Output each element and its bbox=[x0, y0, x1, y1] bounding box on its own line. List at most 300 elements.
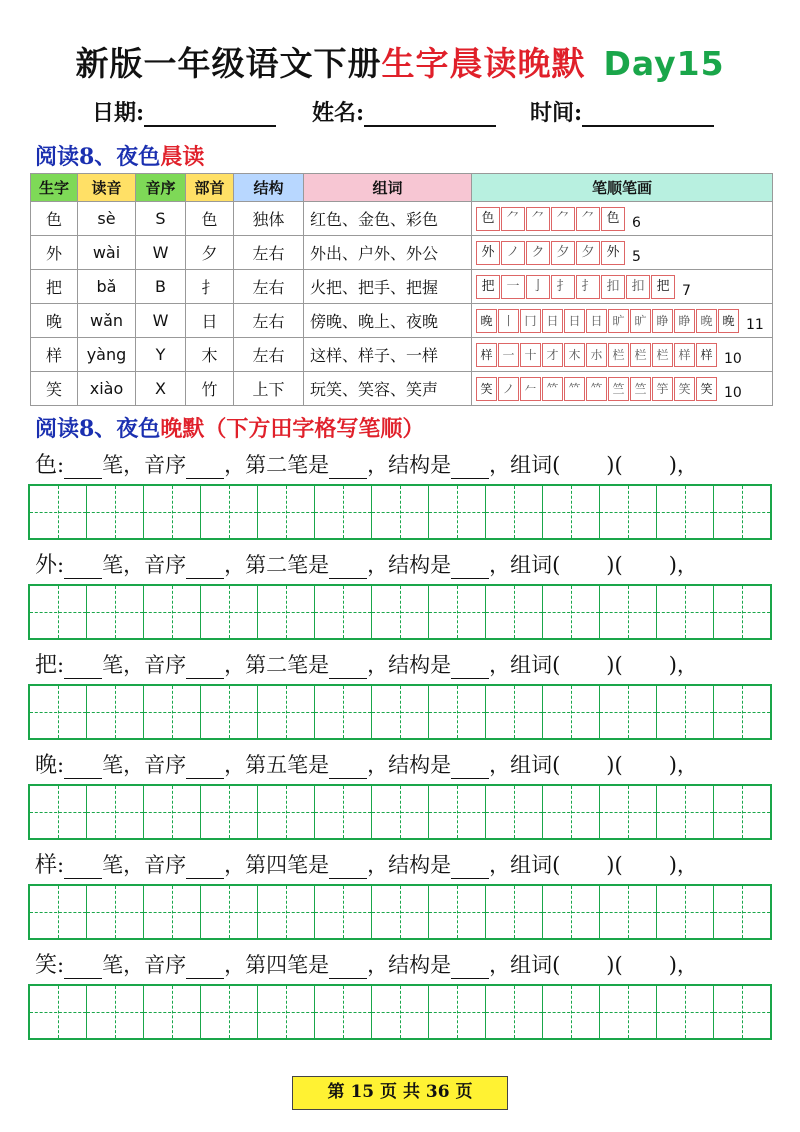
question-label-end: )， bbox=[668, 753, 698, 777]
question-line bbox=[35, 848, 698, 879]
evening-title-lesson: 阅读8、夜色 bbox=[35, 416, 161, 442]
answer-blank[interactable] bbox=[186, 557, 224, 579]
question-label-end: )， bbox=[668, 953, 698, 977]
tianzige-grid[interactable] bbox=[28, 984, 772, 1040]
question-colon: : bbox=[57, 953, 65, 977]
tianzige-cell[interactable] bbox=[657, 686, 714, 738]
tianzige-cell[interactable] bbox=[315, 586, 372, 638]
tianzige-cell[interactable] bbox=[258, 986, 315, 1038]
answer-blank[interactable] bbox=[451, 957, 489, 979]
tianzige-cell[interactable] bbox=[144, 486, 201, 538]
tianzige-cell[interactable] bbox=[543, 686, 600, 738]
words-cell: 红色、金色、彩色 bbox=[304, 202, 472, 236]
tianzige-cell[interactable] bbox=[543, 586, 600, 638]
tianzige-cell[interactable] bbox=[201, 686, 258, 738]
question-label-strokes: 笔，音序 bbox=[102, 553, 187, 577]
stroke-step-box: ⺈ bbox=[501, 207, 525, 231]
tianzige-cell[interactable] bbox=[258, 786, 315, 838]
stroke-step-box: 栏 bbox=[652, 343, 673, 367]
tianzige-cell[interactable] bbox=[714, 686, 770, 738]
tianzige-cell[interactable] bbox=[429, 986, 486, 1038]
tianzige-cell[interactable] bbox=[600, 786, 657, 838]
stroke-step-box: 木 bbox=[564, 343, 585, 367]
tianzige-grid[interactable] bbox=[28, 484, 772, 540]
stroke-step-box: 夕 bbox=[576, 241, 600, 265]
question-line bbox=[35, 948, 698, 979]
question-char: 笑 bbox=[35, 953, 58, 978]
question-nth: 二 bbox=[266, 453, 288, 477]
stroke-count: 10 bbox=[724, 350, 742, 367]
question-nth: 四 bbox=[266, 953, 288, 977]
date-blank[interactable] bbox=[144, 101, 276, 127]
stroke-step-box: 扌 bbox=[551, 275, 575, 299]
stroke-step-box: 竽 bbox=[652, 377, 673, 401]
tianzige-cell[interactable] bbox=[657, 986, 714, 1038]
answer-blank[interactable] bbox=[186, 757, 224, 779]
stroke-order-cell bbox=[472, 270, 773, 304]
answer-blank[interactable] bbox=[186, 957, 224, 979]
question-label-strokes: 笔，音序 bbox=[102, 853, 187, 877]
answer-blank[interactable] bbox=[329, 457, 367, 479]
answer-blank[interactable] bbox=[64, 857, 102, 879]
question-label-words: ，组词( bbox=[489, 653, 561, 677]
tianzige-cell[interactable] bbox=[600, 686, 657, 738]
question-label-structure: ，结构是 bbox=[367, 553, 452, 577]
question-label-nth-suffix: 笔是 bbox=[287, 753, 330, 777]
tianzige-cell[interactable] bbox=[486, 786, 543, 838]
tianzige-cell[interactable] bbox=[486, 886, 543, 938]
tianzige-grid[interactable] bbox=[28, 684, 772, 740]
stroke-step-box: 𥫗 bbox=[542, 377, 563, 401]
question-char: 晚 bbox=[35, 753, 58, 778]
character-table bbox=[30, 173, 773, 406]
tianzige-cell[interactable] bbox=[600, 886, 657, 938]
question-label-nth-suffix: 笔是 bbox=[287, 553, 330, 577]
question-label-nth-suffix: 笔是 bbox=[287, 853, 330, 877]
tianzige-cell[interactable] bbox=[144, 686, 201, 738]
time-blank[interactable] bbox=[582, 101, 714, 127]
tianzige-cell[interactable] bbox=[201, 486, 258, 538]
structure-cell: 左右 bbox=[234, 270, 304, 304]
radical-cell: 木 bbox=[186, 338, 234, 372]
answer-blank[interactable] bbox=[64, 757, 102, 779]
structure-cell: 上下 bbox=[234, 372, 304, 406]
char-cell: 样 bbox=[31, 338, 78, 372]
tianzige-cell[interactable] bbox=[657, 586, 714, 638]
question-label-words: ，组词( bbox=[489, 553, 561, 577]
stroke-step-box: 𥫗 bbox=[586, 377, 607, 401]
tianzige-cell[interactable] bbox=[429, 786, 486, 838]
question-label-strokes: 笔，音序 bbox=[102, 953, 187, 977]
question-label-nth-suffix: 笔是 bbox=[287, 953, 330, 977]
pinyin-cell: wài bbox=[78, 236, 136, 270]
answer-blank[interactable] bbox=[329, 557, 367, 579]
question-char: 把 bbox=[35, 653, 58, 678]
stroke-order-cell bbox=[472, 202, 773, 236]
stroke-step-box: ノ bbox=[501, 241, 525, 265]
table-header-row bbox=[31, 174, 773, 202]
tianzige-cell[interactable] bbox=[87, 986, 144, 1038]
tianzige-cell[interactable] bbox=[372, 686, 429, 738]
question-nth: 五 bbox=[266, 753, 288, 777]
question-label-structure: ，结构是 bbox=[367, 653, 452, 677]
stroke-step-box: 𥫗 bbox=[564, 377, 585, 401]
tianzige-cell[interactable] bbox=[714, 886, 770, 938]
tianzige-cell[interactable] bbox=[201, 786, 258, 838]
stroke-step-box: 旷 bbox=[630, 309, 651, 333]
answer-blank[interactable] bbox=[329, 857, 367, 879]
question-char: 色 bbox=[35, 453, 58, 478]
stroke-step-box: ⺈ bbox=[576, 207, 600, 231]
tianzige-cell[interactable] bbox=[429, 686, 486, 738]
evening-title-tag: 晚默（下方田字格写笔顺） bbox=[160, 416, 425, 442]
tianzige-cell[interactable] bbox=[258, 486, 315, 538]
table-header-cell: 部首 bbox=[186, 174, 234, 202]
question-label-mid: )( bbox=[606, 853, 623, 877]
question-label-strokes: 笔，音序 bbox=[102, 753, 187, 777]
table-row bbox=[31, 372, 773, 406]
answer-blank[interactable] bbox=[186, 857, 224, 879]
table-row bbox=[31, 304, 773, 338]
tianzige-cell[interactable] bbox=[144, 586, 201, 638]
stroke-step-box: 丨 bbox=[498, 309, 519, 333]
letter-cell: S bbox=[136, 202, 186, 236]
tianzige-cell[interactable] bbox=[201, 886, 258, 938]
tianzige-cell[interactable] bbox=[30, 786, 87, 838]
radical-cell: 扌 bbox=[186, 270, 234, 304]
tianzige-cell[interactable] bbox=[714, 986, 770, 1038]
table-body bbox=[31, 202, 773, 406]
table-header-cell: 笔顺笔画 bbox=[472, 174, 773, 202]
stroke-step-box: ノ bbox=[498, 377, 519, 401]
morning-section-title bbox=[35, 140, 204, 171]
answer-blank[interactable] bbox=[329, 957, 367, 979]
name-label: 姓名: bbox=[312, 100, 365, 126]
question-label-structure: ，结构是 bbox=[367, 453, 452, 477]
question-colon: : bbox=[57, 653, 65, 677]
stroke-order-cell bbox=[472, 304, 773, 338]
question-label-structure: ，结构是 bbox=[367, 953, 452, 977]
char-cell: 色 bbox=[31, 202, 78, 236]
stroke-step-box: 外 bbox=[601, 241, 625, 265]
answer-blank[interactable] bbox=[64, 657, 102, 679]
table-row bbox=[31, 270, 773, 304]
tianzige-cell[interactable] bbox=[87, 686, 144, 738]
question-label-words: ，组词( bbox=[489, 853, 561, 877]
question-label-mid: )( bbox=[606, 953, 623, 977]
question-nth: 二 bbox=[266, 653, 288, 677]
answer-blank[interactable] bbox=[64, 557, 102, 579]
page-footer: 第 15 页 共 36 页 bbox=[292, 1076, 508, 1110]
question-label-nth-prefix: ，第 bbox=[224, 453, 267, 477]
tianzige-cell[interactable] bbox=[201, 586, 258, 638]
stroke-step-box: 色 bbox=[476, 207, 500, 231]
tianzige-cell[interactable] bbox=[714, 786, 770, 838]
stroke-count: 5 bbox=[632, 248, 641, 265]
structure-cell: 左右 bbox=[234, 236, 304, 270]
tianzige-cell[interactable] bbox=[486, 486, 543, 538]
stroke-step-box: 扌 bbox=[576, 275, 600, 299]
stroke-step-box: 色 bbox=[601, 207, 625, 231]
stroke-step-box: 亅 bbox=[526, 275, 550, 299]
stroke-step-box: 夕 bbox=[551, 241, 575, 265]
date-field[interactable] bbox=[92, 96, 276, 127]
tianzige-cell[interactable] bbox=[87, 886, 144, 938]
table-header-cell: 读音 bbox=[78, 174, 136, 202]
letter-cell: Y bbox=[136, 338, 186, 372]
tianzige-cell[interactable] bbox=[258, 886, 315, 938]
tianzige-cell[interactable] bbox=[543, 886, 600, 938]
stroke-count: 7 bbox=[682, 282, 691, 299]
answer-blank[interactable] bbox=[64, 457, 102, 479]
stroke-step-box: 晚 bbox=[718, 309, 739, 333]
name-blank[interactable] bbox=[364, 101, 496, 127]
tianzige-cell[interactable] bbox=[315, 786, 372, 838]
title-main: 新版一年级语文下册 bbox=[75, 44, 382, 83]
question-label-nth-suffix: 笔是 bbox=[287, 653, 330, 677]
question-line bbox=[35, 548, 698, 579]
answer-blank[interactable] bbox=[451, 457, 489, 479]
question-label-end: )， bbox=[668, 553, 698, 577]
radical-cell: 日 bbox=[186, 304, 234, 338]
answer-blank[interactable] bbox=[329, 657, 367, 679]
question-line bbox=[35, 648, 698, 679]
tianzige-cell[interactable] bbox=[657, 786, 714, 838]
stroke-step-box: 竺 bbox=[630, 377, 651, 401]
tianzige-cell[interactable] bbox=[30, 586, 87, 638]
question-line bbox=[35, 748, 698, 779]
tianzige-cell[interactable] bbox=[144, 986, 201, 1038]
stroke-step-box: 栏 bbox=[608, 343, 629, 367]
stroke-order-cell bbox=[472, 372, 773, 406]
stroke-step-box: 日 bbox=[564, 309, 585, 333]
stroke-count: 6 bbox=[632, 214, 641, 231]
table-header-cell: 结构 bbox=[234, 174, 304, 202]
tianzige-cell[interactable] bbox=[30, 886, 87, 938]
stroke-step-box: 𠂉 bbox=[520, 377, 541, 401]
tianzige-cell[interactable] bbox=[315, 986, 372, 1038]
tianzige-cell[interactable] bbox=[315, 486, 372, 538]
table-row bbox=[31, 236, 773, 270]
pinyin-cell: bǎ bbox=[78, 270, 136, 304]
answer-blank[interactable] bbox=[329, 757, 367, 779]
pinyin-cell: xiào bbox=[78, 372, 136, 406]
date-label: 日期: bbox=[92, 100, 145, 126]
stroke-step-box: 笑 bbox=[696, 377, 717, 401]
stroke-step-box: 样 bbox=[696, 343, 717, 367]
tianzige-cell[interactable] bbox=[429, 886, 486, 938]
tianzige-grid[interactable] bbox=[28, 584, 772, 640]
stroke-step-box: 把 bbox=[476, 275, 500, 299]
tianzige-cell[interactable] bbox=[600, 986, 657, 1038]
tianzige-cell[interactable] bbox=[657, 486, 714, 538]
question-label-structure: ，结构是 bbox=[367, 753, 452, 777]
stroke-step-box: 睁 bbox=[674, 309, 695, 333]
question-label-strokes: 笔，音序 bbox=[102, 653, 187, 677]
question-line bbox=[35, 448, 698, 479]
question-label-nth-prefix: ，第 bbox=[224, 553, 267, 577]
question-label-end: )， bbox=[668, 453, 698, 477]
tianzige-cell[interactable] bbox=[144, 786, 201, 838]
question-label-nth-prefix: ，第 bbox=[224, 853, 267, 877]
tianzige-cell[interactable] bbox=[372, 786, 429, 838]
question-label-words: ，组词( bbox=[489, 753, 561, 777]
tianzige-cell[interactable] bbox=[486, 586, 543, 638]
tianzige-cell[interactable] bbox=[714, 486, 770, 538]
tianzige-cell[interactable] bbox=[30, 686, 87, 738]
question-label-nth-prefix: ，第 bbox=[224, 953, 267, 977]
tianzige-cell[interactable] bbox=[258, 586, 315, 638]
question-colon: : bbox=[57, 853, 65, 877]
tianzige-cell[interactable] bbox=[429, 586, 486, 638]
char-cell: 外 bbox=[31, 236, 78, 270]
stroke-step-box: 朩 bbox=[586, 343, 607, 367]
tianzige-cell[interactable] bbox=[87, 586, 144, 638]
tianzige-cell[interactable] bbox=[486, 986, 543, 1038]
tianzige-cell[interactable] bbox=[201, 986, 258, 1038]
answer-blank[interactable] bbox=[451, 757, 489, 779]
letter-cell: X bbox=[136, 372, 186, 406]
tianzige-cell[interactable] bbox=[429, 486, 486, 538]
structure-cell: 左右 bbox=[234, 338, 304, 372]
letter-cell: W bbox=[136, 236, 186, 270]
table-header-cell: 组词 bbox=[304, 174, 472, 202]
pinyin-cell: yàng bbox=[78, 338, 136, 372]
pinyin-cell: sè bbox=[78, 202, 136, 236]
stroke-count: 11 bbox=[746, 316, 764, 333]
question-label-words: ，组词( bbox=[489, 453, 561, 477]
table-row bbox=[31, 202, 773, 236]
stroke-step-box: 一 bbox=[501, 275, 525, 299]
question-label-strokes: 笔，音序 bbox=[102, 453, 187, 477]
stroke-step-box: 才 bbox=[542, 343, 563, 367]
question-label-mid: )( bbox=[606, 753, 623, 777]
info-row bbox=[0, 96, 800, 132]
stroke-step-box: 晚 bbox=[476, 309, 497, 333]
words-cell: 这样、样子、一样 bbox=[304, 338, 472, 372]
stroke-step-box: ⺈ bbox=[526, 207, 550, 231]
time-label: 时间: bbox=[530, 100, 583, 126]
answer-blank[interactable] bbox=[451, 857, 489, 879]
question-colon: : bbox=[57, 453, 65, 477]
words-cell: 玩笑、笑容、笑声 bbox=[304, 372, 472, 406]
answer-blank[interactable] bbox=[451, 657, 489, 679]
tianzige-cell[interactable] bbox=[30, 986, 87, 1038]
tianzige-cell[interactable] bbox=[315, 686, 372, 738]
question-char: 外 bbox=[35, 553, 58, 578]
tianzige-cell[interactable] bbox=[372, 886, 429, 938]
question-label-structure: ，结构是 bbox=[367, 853, 452, 877]
table-header-cell: 音序 bbox=[136, 174, 186, 202]
words-cell: 外出、户外、外公 bbox=[304, 236, 472, 270]
table-header-cell: 生字 bbox=[31, 174, 78, 202]
evening-section-title bbox=[35, 412, 424, 443]
stroke-count: 10 bbox=[724, 384, 742, 401]
radical-cell: 夕 bbox=[186, 236, 234, 270]
structure-cell: 独体 bbox=[234, 202, 304, 236]
structure-cell: 左右 bbox=[234, 304, 304, 338]
question-char: 样 bbox=[35, 853, 58, 878]
question-label-end: )， bbox=[668, 653, 698, 677]
stroke-step-box: 旷 bbox=[608, 309, 629, 333]
radical-cell: 竹 bbox=[186, 372, 234, 406]
question-nth: 四 bbox=[266, 853, 288, 877]
title-day: Day15 bbox=[603, 44, 725, 83]
stroke-step-box: 笑 bbox=[674, 377, 695, 401]
tianzige-cell[interactable] bbox=[372, 986, 429, 1038]
tianzige-cell[interactable] bbox=[543, 986, 600, 1038]
tianzige-cell[interactable] bbox=[600, 586, 657, 638]
stroke-step-box: 冂 bbox=[520, 309, 541, 333]
stroke-step-box: 竺 bbox=[608, 377, 629, 401]
question-nth: 二 bbox=[266, 553, 288, 577]
tianzige-cell[interactable] bbox=[87, 786, 144, 838]
answer-blank[interactable] bbox=[451, 557, 489, 579]
question-label-end: )， bbox=[668, 853, 698, 877]
tianzige-cell[interactable] bbox=[543, 786, 600, 838]
tianzige-cell[interactable] bbox=[315, 886, 372, 938]
letter-cell: W bbox=[136, 304, 186, 338]
stroke-step-box: 睁 bbox=[652, 309, 673, 333]
answer-blank[interactable] bbox=[186, 457, 224, 479]
char-cell: 笑 bbox=[31, 372, 78, 406]
tianzige-cell[interactable] bbox=[87, 486, 144, 538]
tianzige-cell[interactable] bbox=[543, 486, 600, 538]
name-field[interactable] bbox=[312, 96, 496, 127]
question-label-mid: )( bbox=[606, 553, 623, 577]
stroke-step-box: ク bbox=[526, 241, 550, 265]
question-colon: : bbox=[57, 753, 65, 777]
stroke-step-box: 外 bbox=[476, 241, 500, 265]
tianzige-cell[interactable] bbox=[714, 586, 770, 638]
question-label-mid: )( bbox=[606, 453, 623, 477]
question-label-nth-prefix: ，第 bbox=[224, 653, 267, 677]
tianzige-cell[interactable] bbox=[657, 886, 714, 938]
letter-cell: B bbox=[136, 270, 186, 304]
tianzige-cell[interactable] bbox=[144, 886, 201, 938]
question-label-words: ，组词( bbox=[489, 953, 561, 977]
stroke-step-box: 栏 bbox=[630, 343, 651, 367]
tianzige-cell[interactable] bbox=[600, 486, 657, 538]
table-row bbox=[31, 338, 773, 372]
stroke-step-box: 晚 bbox=[696, 309, 717, 333]
tianzige-grid[interactable] bbox=[28, 884, 772, 940]
stroke-step-box: 扣 bbox=[626, 275, 650, 299]
tianzige-cell[interactable] bbox=[30, 486, 87, 538]
tianzige-cell[interactable] bbox=[486, 686, 543, 738]
stroke-order-cell bbox=[472, 236, 773, 270]
stroke-step-box: 笑 bbox=[476, 377, 497, 401]
char-cell: 把 bbox=[31, 270, 78, 304]
stroke-step-box: 样 bbox=[476, 343, 497, 367]
words-cell: 火把、把手、把握 bbox=[304, 270, 472, 304]
answer-blank[interactable] bbox=[64, 957, 102, 979]
title-highlight: 生字晨读晚默 bbox=[381, 44, 586, 83]
tianzige-grid[interactable] bbox=[28, 784, 772, 840]
tianzige-cell[interactable] bbox=[258, 686, 315, 738]
tianzige-cell[interactable] bbox=[372, 486, 429, 538]
stroke-step-box: 日 bbox=[586, 309, 607, 333]
stroke-step-box: 把 bbox=[651, 275, 675, 299]
time-field[interactable] bbox=[530, 96, 714, 127]
tianzige-cell[interactable] bbox=[372, 586, 429, 638]
question-label-nth-suffix: 笔是 bbox=[287, 453, 330, 477]
morning-title-tag: 晨读 bbox=[160, 144, 205, 170]
answer-blank[interactable] bbox=[186, 657, 224, 679]
stroke-step-box: 样 bbox=[674, 343, 695, 367]
stroke-order-cell bbox=[472, 338, 773, 372]
radical-cell: 色 bbox=[186, 202, 234, 236]
